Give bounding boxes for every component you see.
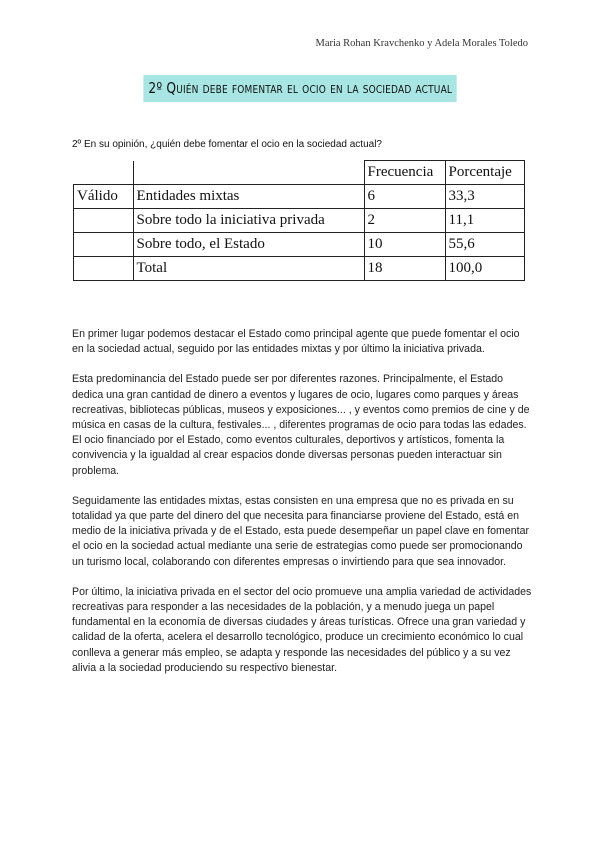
row-porcentaje: 11,1: [445, 209, 524, 233]
row-porcentaje: 55,6: [445, 233, 524, 257]
header-blank-cell: [74, 161, 134, 185]
row-frecuencia: 10: [364, 233, 445, 257]
group-label-empty: [74, 257, 134, 281]
row-frecuencia: 6: [364, 185, 445, 209]
page-title: 2º Quién debe fomentar el ocio en la sociedad actual: [143, 75, 457, 102]
row-porcentaje: 100,0: [445, 257, 524, 281]
row-category: Total: [133, 257, 364, 281]
row-category: Sobre todo la iniciativa privada: [133, 209, 364, 233]
paragraph: El ocio financiado por el Estado, como eventos culturales, deportivos y artísticos, fomenta la convivencia y la igualdad al crear espacios donde diversas personas pueden interactuar sin problema.: [72, 434, 505, 477]
row-category: Sobre todo, el Estado: [133, 233, 364, 257]
table-row: [74, 257, 525, 281]
group-label-empty: [74, 209, 134, 233]
header-blank-cell: [133, 161, 364, 185]
survey-question: 2º En su opinión, ¿quién debe fomentar el ocio en la sociedad actual?: [72, 139, 382, 150]
title-container: [0, 75, 600, 102]
body-text: [72, 327, 532, 691]
row-frecuencia: 2: [364, 209, 445, 233]
table-row: [74, 233, 525, 257]
header-authors: Maria Rohan Kravchenko y Adela Morales Toledo: [315, 38, 528, 49]
table-row: [74, 185, 525, 209]
paragraph: En primer lugar podemos destacar el Estado como principal agente que puede fomentar el ocio en la sociedad actual, seguido por las entidades mixtas y por último la iniciativa privada.: [72, 328, 520, 356]
table-row: [74, 209, 525, 233]
row-category: Entidades mixtas: [133, 185, 364, 209]
table-header-row: [74, 161, 525, 185]
frequency-table: [73, 160, 525, 281]
header-frecuencia: Frecuencia: [364, 161, 445, 185]
group-label: Válido: [74, 185, 134, 209]
paragraph: Por último, la iniciativa privada en el sector del ocio promueve una amplia variedad de actividades recreativas para responder a las necesidades de la población, y a menudo juega un papel fundamental en la economía de diversas ciudades y áreas turísticas. Ofrece una gran variedad y calidad de la oferta, acelera el desarrollo tecnológico, produce un crecimiento económico lo cual conlleva a generar más empleo, se adapta y responde las necesidades del público y a su vez alivia a la sociedad produciendo su respectivo bienestar.: [72, 585, 532, 674]
group-label-empty: [74, 233, 134, 257]
row-frecuencia: 18: [364, 257, 445, 281]
row-porcentaje: 33,3: [445, 185, 524, 209]
paragraph: Seguidamente las entidades mixtas, estas consisten en una empresa que no es privada en su totalidad ya que parte del dinero del que necesita para financiarse proviene del Estado, está en medio de la iniciativa privada y de el Estado, esta puede desempeñar un papel clave en fomentar el ocio en la sociedad actual mediante una serie de estrategias como puede ser promocionando un turismo local, colaborando con diferentes empresas o invirtiendo para que sea innovador.: [72, 494, 529, 568]
paragraph: Esta predominancia del Estado puede ser por diferentes razones. Principalmente, el Estado dedica una gran cantidad de dinero a eventos y lugares de ocio, lugares como parques y áreas recreativas, bibliotecas públicas, museos y exposiciones... , y eventos como premios de cine y de música en casas de la cultura, festivales... , diferentes programas de ocio para todas las edades.: [72, 373, 530, 432]
header-porcentaje: Porcentaje: [445, 161, 524, 185]
